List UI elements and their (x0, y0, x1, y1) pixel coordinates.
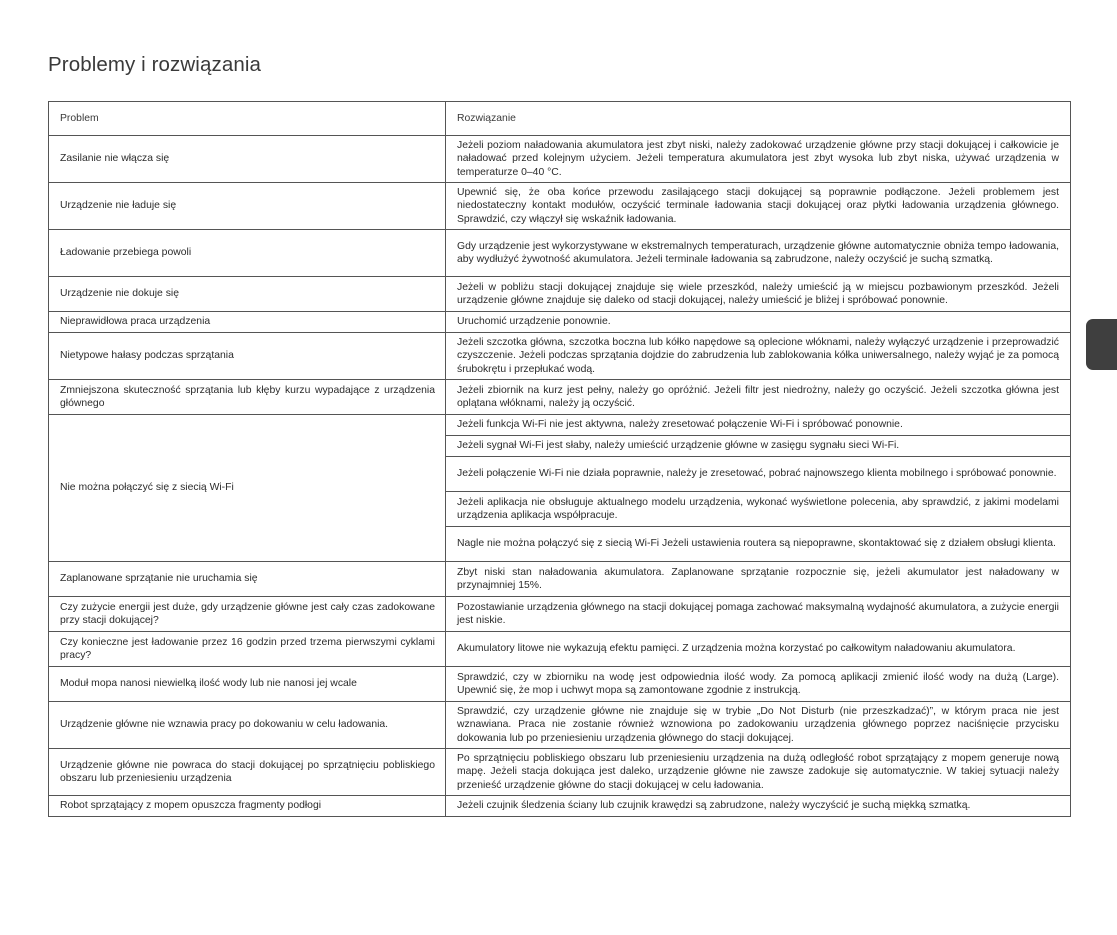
solution-cell (446, 380, 1071, 415)
table-row (49, 796, 1071, 817)
solution-cell (446, 136, 1071, 183)
problem-cell: Moduł mopa nanosi niewielką ilość wody lub nie nanosi jej wcale (49, 667, 446, 702)
solution-cell (446, 632, 1071, 667)
table-row (49, 277, 1071, 312)
solution-cell (446, 457, 1071, 492)
problem-cell: Nie można połączyć się z siecią Wi-Fi (49, 415, 446, 562)
problem-cell: Czy zużycie energii jest duże, gdy urządzenie główne jest cały czas zadokowane przy stacji dokującej? (49, 597, 446, 632)
problem-cell: Nieprawidłowa praca urządzenia (49, 312, 446, 333)
table-row (49, 183, 1071, 230)
table-header-row (49, 102, 1071, 136)
solution-text: Jeżeli czujnik śledzenia ściany lub czujnik krawędzi są zabrudzone, należy wyczyścić je suchą miękką szmatką. (457, 800, 971, 812)
solution-cell (446, 597, 1071, 632)
solution-text: Jeżeli szczotka główna, szczotka boczna lub kółko napędowe są oplecione włóknami, należy wyłączyć urządzenie i przeprowadzić czyszczenie. Jeżeli podczas sprzątania dojdzie do zabrudzenia lub zablokowania kółka uniwersalnego, należy wyjąć je za pomocą śrubokrętu i przepłukać wodą. (457, 337, 1059, 375)
solution-cell (446, 562, 1071, 597)
solution-cell (446, 415, 1071, 436)
solution-text: Uruchomić urządzenie ponownie. (457, 316, 611, 328)
solution-cell (446, 749, 1071, 796)
header-problem: Problem (49, 102, 446, 136)
solution-text: Po sprzątnięciu pobliskiego obszaru lub przeniesieniu urządzenia na dużą odległość robot sprzątający z mopem generuje nową mapę. Jeżeli stacja dokująca jest daleko, urządzenie główne nie zawsze zadokuje się automatycznie. W takiej sytuacji należy przenieść urządzenie główne do stacji dokującej w celu ładowania. (457, 753, 1059, 791)
solution-cell (446, 667, 1071, 702)
problem-cell: Zaplanowane sprzątanie nie uruchamia się (49, 562, 446, 597)
table-row (49, 380, 1071, 415)
solution-text: Sprawdzić, czy w zbiorniku na wodę jest odpowiednia ilość wody. Za pomocą aplikacji zmienić ilość wody na dużą (Large). Upewnić się, że mop i uchwyt mopa są zamontowane zgodnie z instrukcją. (457, 671, 1059, 696)
solution-text: Jeżeli aplikacja nie obsługuje aktualnego modelu urządzenia, wykonać wyświetlone polecenia, aby sprawdzić, z jakimi modelami urządzenia aplikacja współpracuje. (457, 496, 1059, 521)
problem-cell: Zasilanie nie włącza się (49, 136, 446, 183)
problem-cell: Ładowanie przebiega powoli (49, 230, 446, 277)
table-row (49, 632, 1071, 667)
solution-text: Upewnić się, że oba końce przewodu zasilającego stacji dokującej są poprawnie podłączone. Jeżeli problemem jest niedostateczny kontakt modułów, oczyścić terminale ładowania stacji dokującej oraz płytki ładowania urządzenia głównego. Sprawdzić, czy włączył się wskaźnik ładowania. (457, 187, 1059, 225)
table-row (49, 312, 1071, 333)
solution-text: Sprawdzić, czy urządzenie główne nie znajduje się w trybie „Do Not Disturb (nie przeszkadzać)”, w którym praca nie jest wznawiana. Praca nie zostanie również wznowiona po zadokowaniu urządzenia głównego poprzez naciśnięcie przycisku dokowania lub po przeniesieniu urządzenia głównego do stacji dokującej. (457, 706, 1059, 744)
solution-cell (446, 527, 1071, 562)
solution-text: Pozostawianie urządzenia głównego na stacji dokującej pomaga zachować maksymalną wydajność akumulatora, a zużycie energii jest niskie. (457, 601, 1059, 626)
header-solution: Rozwiązanie (446, 102, 1071, 136)
table-row (49, 562, 1071, 597)
solution-cell (446, 333, 1071, 380)
troubleshooting-table (48, 101, 1071, 817)
section-tab (1086, 319, 1117, 370)
solution-cell (446, 312, 1071, 333)
problem-cell: Urządzenie nie ładuje się (49, 183, 446, 230)
solution-cell (446, 436, 1071, 457)
problem-cell: Urządzenie główne nie powraca do stacji dokującej po sprzątnięciu pobliskiego obszaru lub przeniesieniu urządzenia (49, 749, 446, 796)
problem-cell: Urządzenie nie dokuje się (49, 277, 446, 312)
solution-text: Akumulatory litowe nie wykazują efektu pamięci. Z urządzenia można korzystać po całkowitym naładowaniu akumulatora. (457, 643, 1016, 655)
table-row (49, 597, 1071, 632)
solution-text: Jeżeli sygnał Wi-Fi jest słaby, należy umieścić urządzenie główne w zasięgu sygnału sieci Wi-Fi. (457, 440, 900, 452)
table-row (49, 333, 1071, 380)
solution-cell (446, 230, 1071, 277)
solution-text: Jeżeli poziom naładowania akumulatora jest zbyt niski, należy zadokować urządzenie główne przy stacji dokującej i całkowicie je naładować przed kolejnym użyciem. Jeżeli temperatura akumulatora jest zbyt wysoka lub zbyt niska, używać urządzenia w temperaturze 0–40 °C. (457, 140, 1059, 178)
solution-text: Jeżeli zbiornik na kurz jest pełny, należy go opróżnić. Jeżeli filtr jest niedrożny, należy go oczyścić. Jeżeli szczotka główna jest oplątana włóknami, należy ją oczyścić. (457, 384, 1059, 409)
table-row (49, 667, 1071, 702)
solution-text: Jeżeli funkcja Wi-Fi nie jest aktywna, należy zresetować połączenie Wi-Fi i spróbować ponownie. (457, 419, 903, 431)
table-row (49, 415, 1071, 436)
solution-text: Zbyt niski stan naładowania akumulatora. Zaplanowane sprzątanie rozpocznie się, jeżeli akumulator jest naładowany w przynajmniej 15%. (457, 566, 1059, 591)
problem-cell: Urządzenie główne nie wznawia pracy po dokowaniu w celu ładowania. (49, 702, 446, 749)
table-row (49, 702, 1071, 749)
solution-cell (446, 492, 1071, 527)
solution-cell (446, 277, 1071, 312)
solution-cell (446, 796, 1071, 817)
solution-text: Gdy urządzenie jest wykorzystywane w ekstremalnych temperaturach, urządzenie główne automatycznie obniża tempo ładowania, aby wydłużyć żywotność akumulatora. Jeżeli terminale ładowania są zabrudzone, należy oczyścić je suchą szmatką. (457, 240, 1059, 265)
table-row (49, 230, 1071, 277)
problem-cell: Nietypowe hałasy podczas sprzątania (49, 333, 446, 380)
problem-cell: Czy konieczne jest ładowanie przez 16 godzin przed trzema pierwszymi cyklami pracy? (49, 632, 446, 667)
problem-cell: Robot sprzątający z mopem opuszcza fragmenty podłogi (49, 796, 446, 817)
problem-cell: Zmniejszona skuteczność sprzątania lub kłęby kurzu wypadające z urządzenia głównego (49, 380, 446, 415)
table-row (49, 749, 1071, 796)
solution-cell (446, 702, 1071, 749)
table-row (49, 136, 1071, 183)
solution-text: Jeżeli w pobliżu stacji dokującej znajduje się wiele przeszkód, należy umieścić ją w miejscu pozbawionym przeszkód. Jeżeli urządzenie główne znajduje się daleko od stacji dokującej, należy umieścić je bliżej i spróbować ponownie. (457, 281, 1059, 306)
solution-text: Nagle nie można połączyć się z siecią Wi-Fi Jeżeli ustawienia routera są niepoprawne, skontaktować się z działem obsługi klienta. (457, 538, 1056, 550)
solution-text: Jeżeli połączenie Wi-Fi nie działa poprawnie, należy je zresetować, pobrać najnowszego klienta mobilnego i spróbować ponownie. (457, 468, 1057, 480)
page-title: Problemy i rozwiązania (48, 53, 261, 76)
solution-cell (446, 183, 1071, 230)
